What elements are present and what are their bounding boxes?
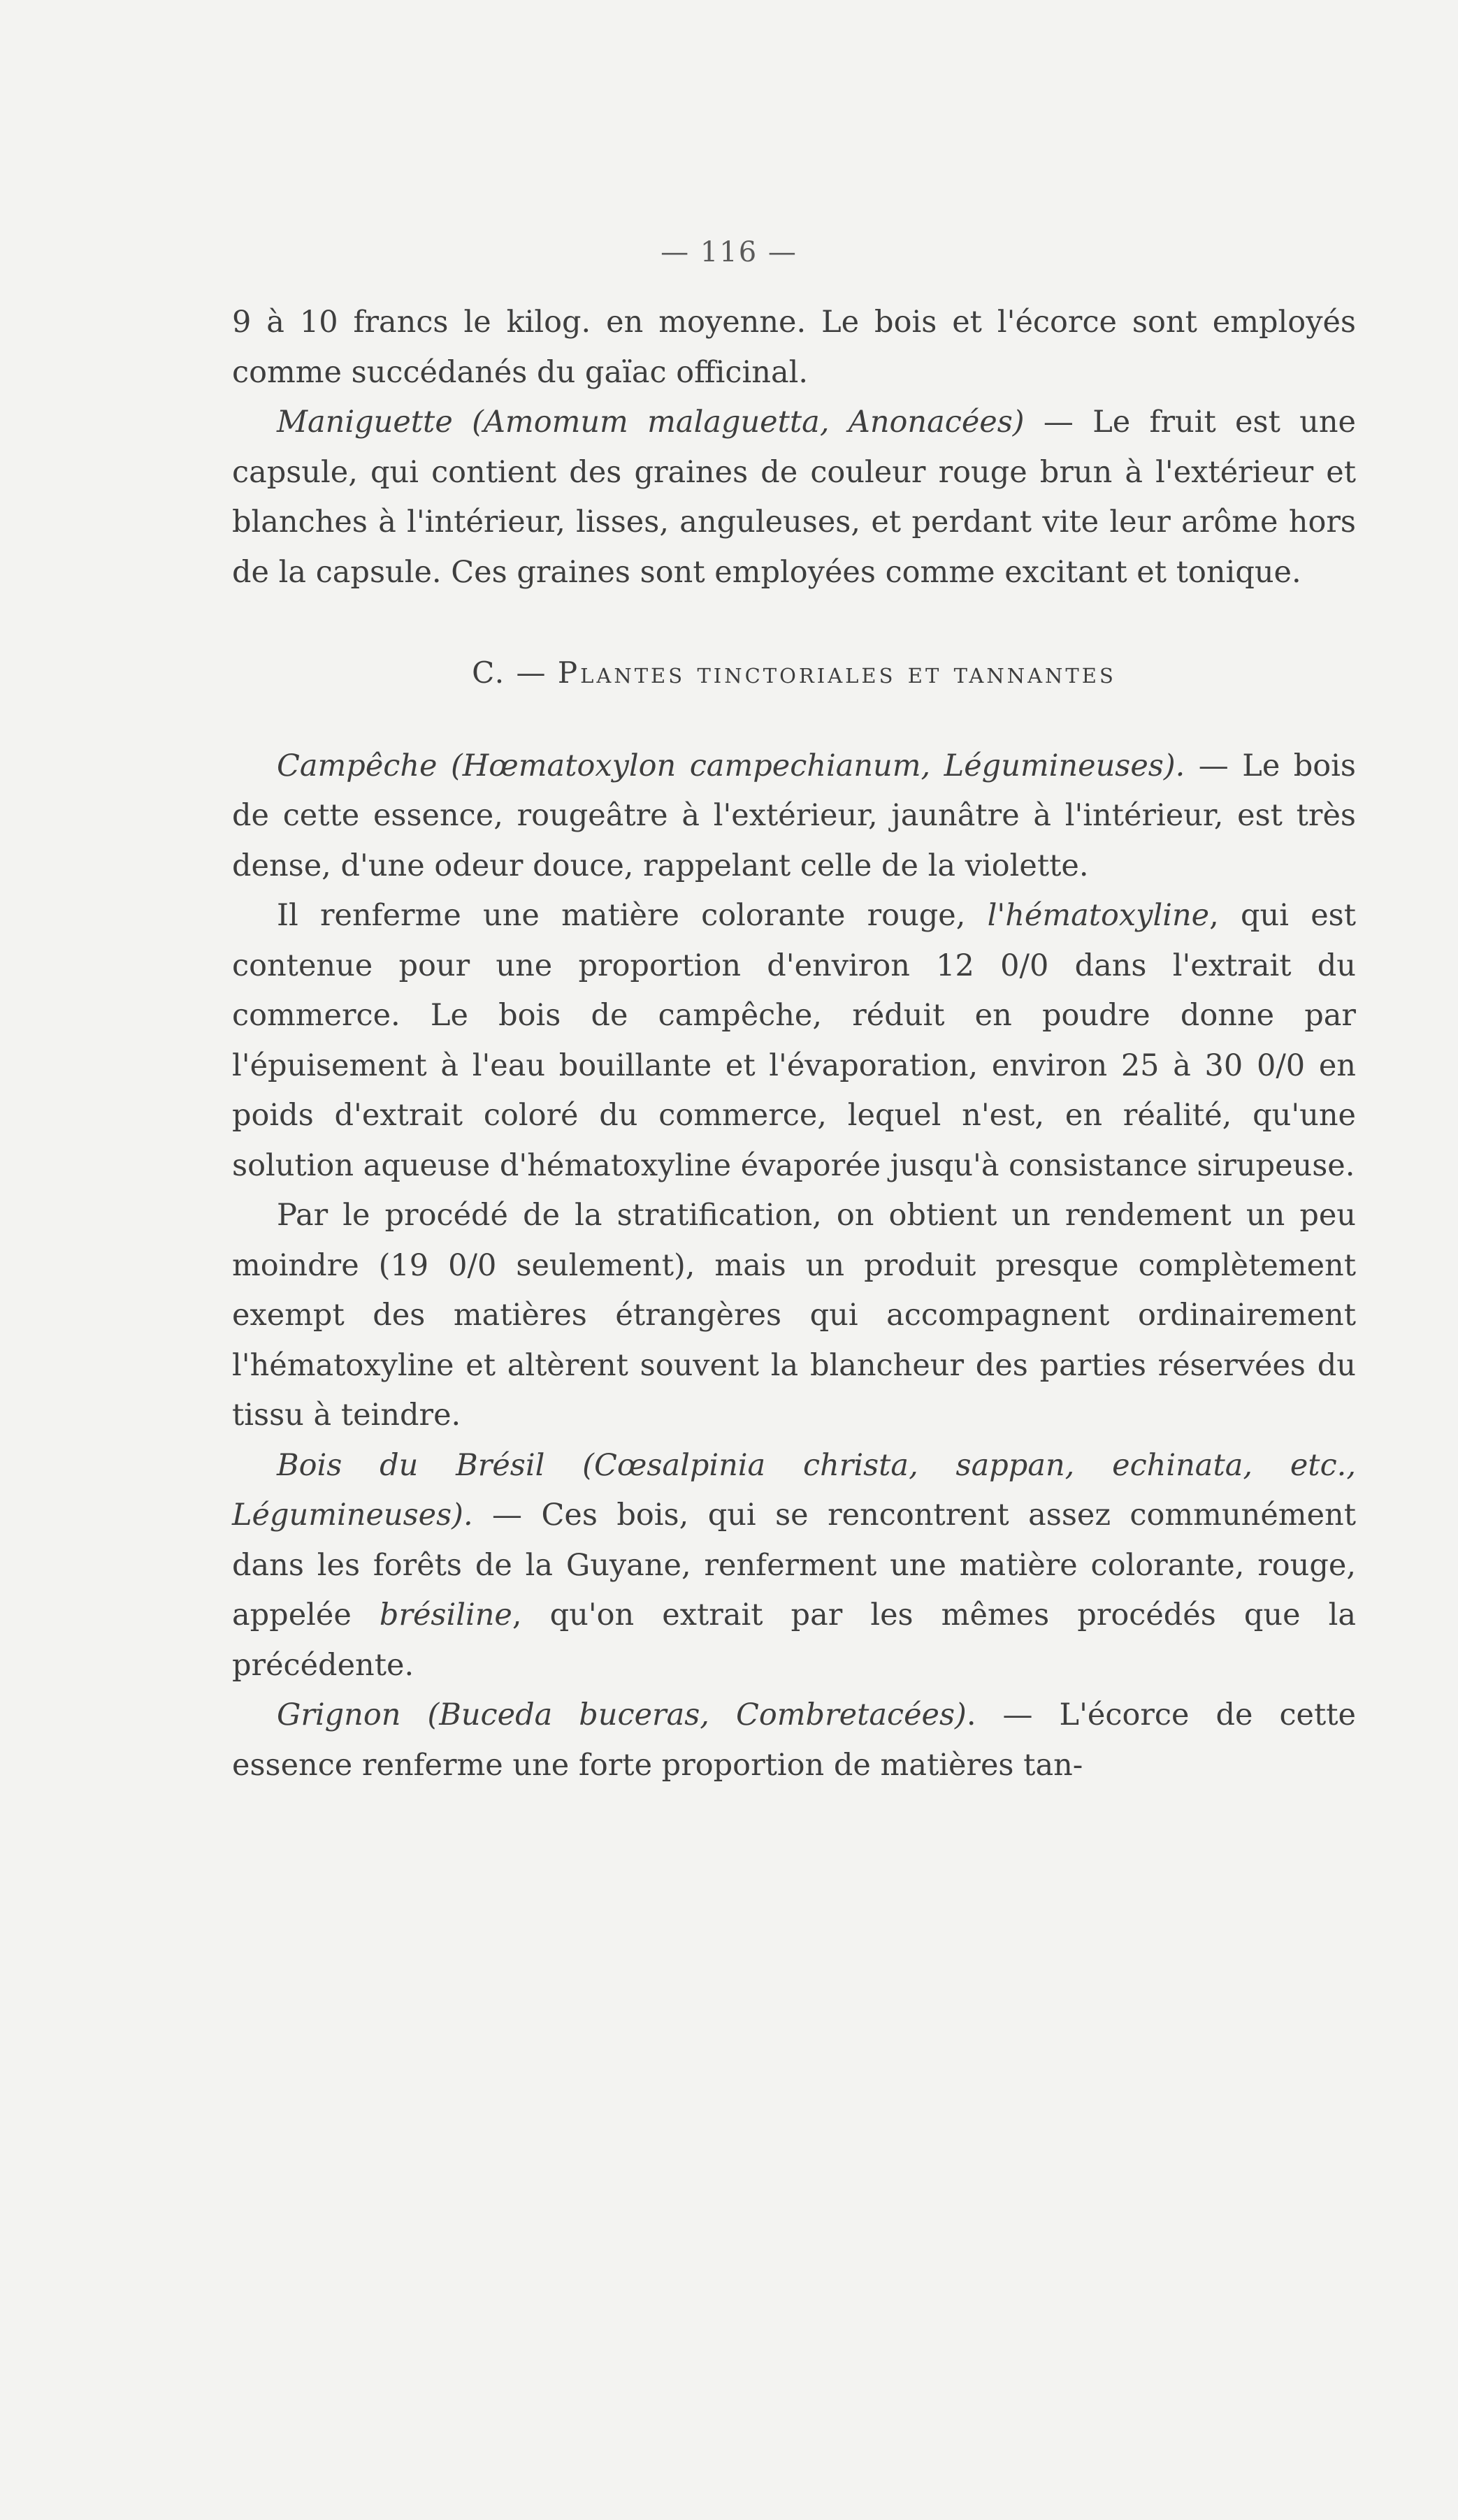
section-letter: C. — [472, 656, 506, 690]
term-bresiline: brésiline — [379, 1598, 512, 1632]
section-title: Plantes tinctoriales et tannantes — [557, 656, 1116, 690]
paragraph-gaiac-continuation: 9 à 10 francs le kilog. en moyenne. Le bois et l'écorce sont employés comme succédanés du gaïac officinal. — [232, 305, 1356, 390]
paragraph-campeche-text: — Le bois de cette essence, rougeâtre à l'extérieur, jaunâtre à l'intérieur, est très dense, d'une odeur douce, rappelant celle de la violette. — [232, 748, 1356, 883]
paragraph-bois-du-bresil — [232, 1441, 1356, 1691]
paragraph-maniguette — [232, 398, 1356, 598]
paragraph-campeche — [232, 741, 1356, 892]
paragraph-hematoxyline-a: Il renferme une matière colorante rouge, — [277, 898, 988, 933]
section-heading: C. — Plantes tinctoriales et tannantes — [472, 656, 1116, 690]
species-name-bresil: Bois du Brésil (Cœsalpinia christa, sappan, echinata, etc., Légumineuses). — [232, 1447, 1356, 1533]
species-name-grignon: Grignon (Buceda buceras, Combretacées) — [277, 1697, 967, 1732]
species-name-maniguette: Maniguette (Amomum malaguetta, Anonacées) — [277, 405, 1025, 440]
page-number-header: — 116 — — [661, 236, 797, 268]
species-name-campeche: Campêche (Hœmatoxylon campechianum, Légumineuses). — [277, 748, 1185, 783]
body-text — [232, 298, 1356, 1790]
paragraph-hematoxyline-b: , qui est contenue pour une proportion d'environ 12 0/0 dans l'extrait du commerce. Le bois de campêche, réduit en poudre donne par l'épuisement à l'eau bouillante et l'évaporation, environ 25 à 30 0/0 en poids d'extrait coloré du commerce, lequel n'est, en réalité, qu'une solution aqueuse d'hématoxyline évaporée jusqu'à consistance sirupeuse. — [232, 898, 1356, 1183]
term-hematoxyline: l'hématoxyline — [987, 898, 1210, 933]
paragraph-grignon-text: . — L'écorce de cette essence renferme une forte proportion de matières tan- — [232, 1697, 1357, 1783]
paragraph-maniguette-text: — Le fruit est une capsule, qui contient des graines de couleur rouge brun à l'extérieur et blanches à l'intérieur, lisses, anguleuses, et perdant vite leur arôme hors de la capsule. Ces graines sont employées comme excitant et tonique. — [232, 405, 1357, 590]
paragraph-hematoxyline — [232, 891, 1356, 1191]
paragraph-grignon — [232, 1690, 1356, 1790]
paragraph-bresil-b: , qu'on extrait par les mêmes procédés que la précédente. — [232, 1598, 1356, 1683]
paragraph-bresil-a: — Ces bois, qui se rencontrent assez communément dans les forêts de la Guyane, renferment une matière colorante, rouge, appelée — [232, 1498, 1356, 1632]
paragraph-stratification: Par le procédé de la stratification, on obtient un rendement un peu moindre (19 0/0 seulement), mais un produit presque complètement exempt des matières étrangères qui accompagnent ordinairement l'hématoxyline et altèrent souvent la blancheur des parties réservées du tissu à teindre. — [232, 1198, 1356, 1433]
